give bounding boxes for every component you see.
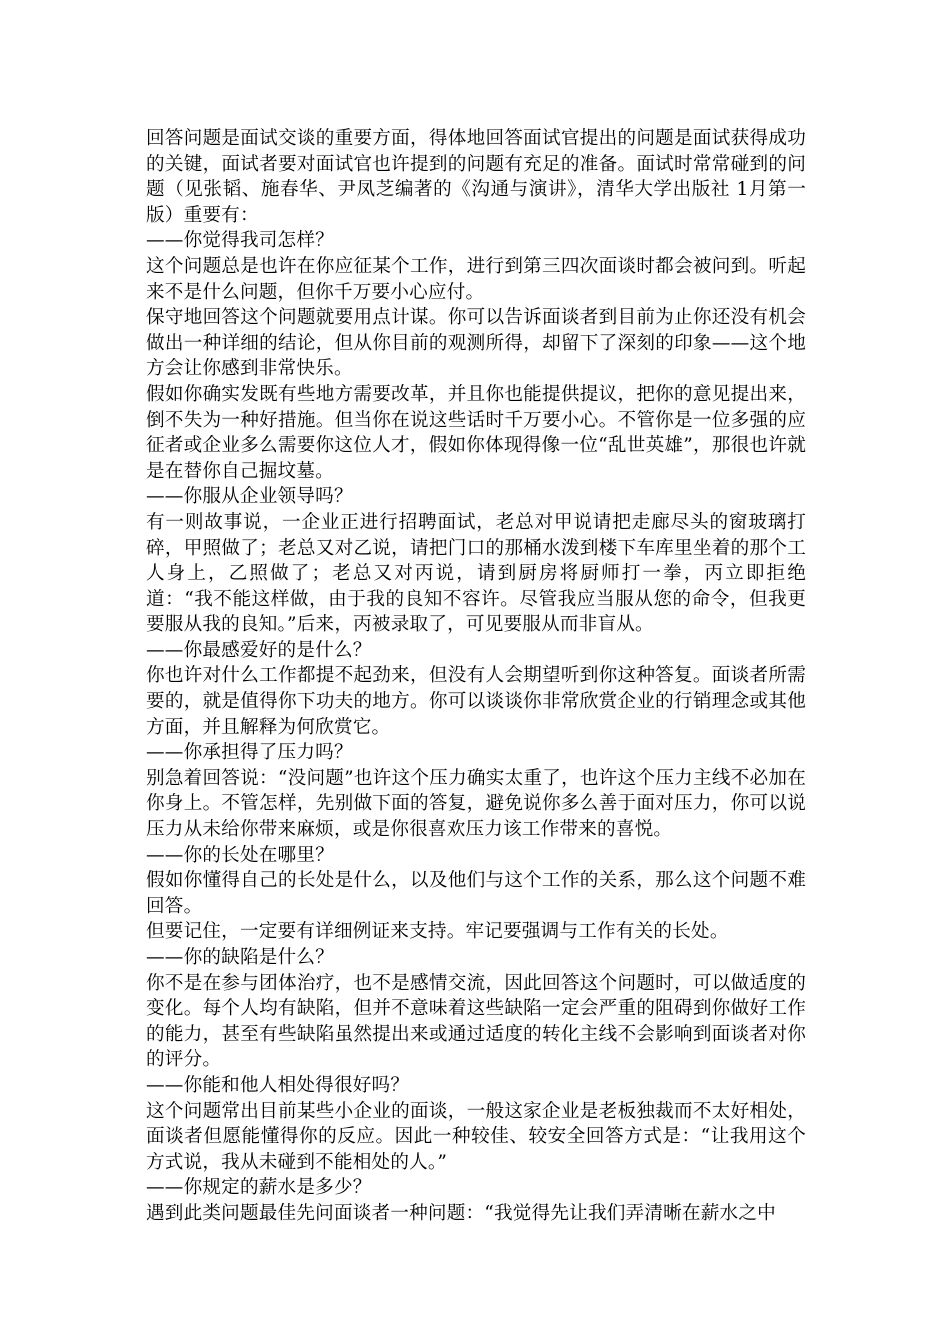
answer-paragraph: 别急着回答说：“没问题”也许这个压力确实太重了，也许这个压力主线不必加在你身上。不管怎样，先别做下面的答复，避免说你多么善于面对压力，你可以说压力从未给你带来麻烦，或是你很喜欢压力该工作带来的喜悦。 (146, 767, 806, 841)
answer-paragraph: 你也许对什么工作都提不起劲来，但没有人会期望听到你这种答复。面谈者所需要的，就是值得你下功夫的地方。你可以谈谈你非常欣赏企业的行销理念或其他方面，并且解释为何欣赏它。 (146, 665, 806, 738)
answer-paragraph: 假如你确实发既有些地方需要改革，并且你也能提供提议，把你的意见提出来，倒不失为一种好措施。但当你在说这些话时千万要小心。不管你是一位多强的应征者或企业多么需要你这位人才，假如你体现得像一位“乱世英雄”，那很也许就是在替你自己掘坟墓。 (146, 383, 806, 482)
question-heading: ——你的缺陷是什么？ (146, 947, 334, 968)
document-body (146, 126, 806, 1227)
question-heading: ——你能和他人相处得很好吗？ (146, 1074, 410, 1096)
answer-paragraph: 这个问题常出目前某些小企业的面谈，一般这家企业是老板独裁而不太好相处，面谈者但愿能懂得你的反应。因此一种较佳、较安全回答方式是：“让我用这个方式说，我从未碰到不能相处的人。” (146, 1100, 806, 1173)
answer-paragraph: 保守地回答这个问题就要用点计谋。你可以告诉面谈者到目前为止你还没有机会做出一种详细的结论，但从你目前的观测所得，却留下了深刻的印象——这个地方会让你感到非常快乐。 (146, 307, 806, 380)
question-heading: ——你服从企业领导吗？ (146, 486, 353, 508)
question-heading: ——你最感爱好的是什么？ (146, 639, 372, 661)
answer-paragraph: 你不是在参与团体治疗，也不是感情交流，因此回答这个问题时，可以做适度的变化。每个人均有缺陷，但并不意味着这些缺陷一定会严重的阻碍到你做好工作的能力，甚至有些缺陷虽然提出来或通过适度的转化主线不会影响到面谈者对你的评分。 (146, 972, 806, 1071)
question-heading: ——你承担得了压力吗？ (146, 742, 353, 764)
answer-paragraph: 但要记住，一定要有详细例证来支持。牢记要强调与工作有关的长处。 (146, 921, 729, 943)
question-heading: ——你觉得我司怎样？ (146, 230, 334, 252)
question-heading: ——你规定的薪水是多少？ (146, 1177, 372, 1199)
answer-paragraph: 有一则故事说，一企业正进行招聘面试，老总对甲说请把走廊尽头的窗玻璃打碎，甲照做了；老总又对乙说，请把门口的那桶水泼到楼下车库里坐着的那个工人身上，乙照做了；老总又对丙说，请到厨房将厨师打一拳，丙立即拒绝道：“我不能这样做，由于我的良知不容许。尽管我应当服从您的命令，但我更要服从我的良知。”后来，丙被录取了，可见要服从而非盲从。 (146, 511, 806, 636)
question-heading: ——你的长处在哪里？ (146, 844, 334, 866)
answer-paragraph: 假如你懂得自己的长处是什么，以及他们与这个工作的关系，那么这个问题不难回答。 (146, 870, 806, 917)
intro-paragraph: 回答问题是面试交谈的重要方面，得体地回答面试官提出的问题是面试获得成功的关键，面试者要对面试官也许提到的问题有充足的准备。面试时常常碰到的问题（见张韬、施春华、尹凤芝编著的《沟通与演讲》，清华大学出版社 1月第一版）重要有： (146, 128, 806, 226)
answer-paragraph: 遇到此类问题最佳先问面谈者一种问题：“我觉得先让我们弄清晰在薪水之中 (146, 1202, 776, 1224)
answer-paragraph: 这个问题总是也许在你应征某个工作，进行到第三四次面谈时都会被问到。听起来不是什么问题，但你千万要小心应付。 (146, 255, 806, 303)
